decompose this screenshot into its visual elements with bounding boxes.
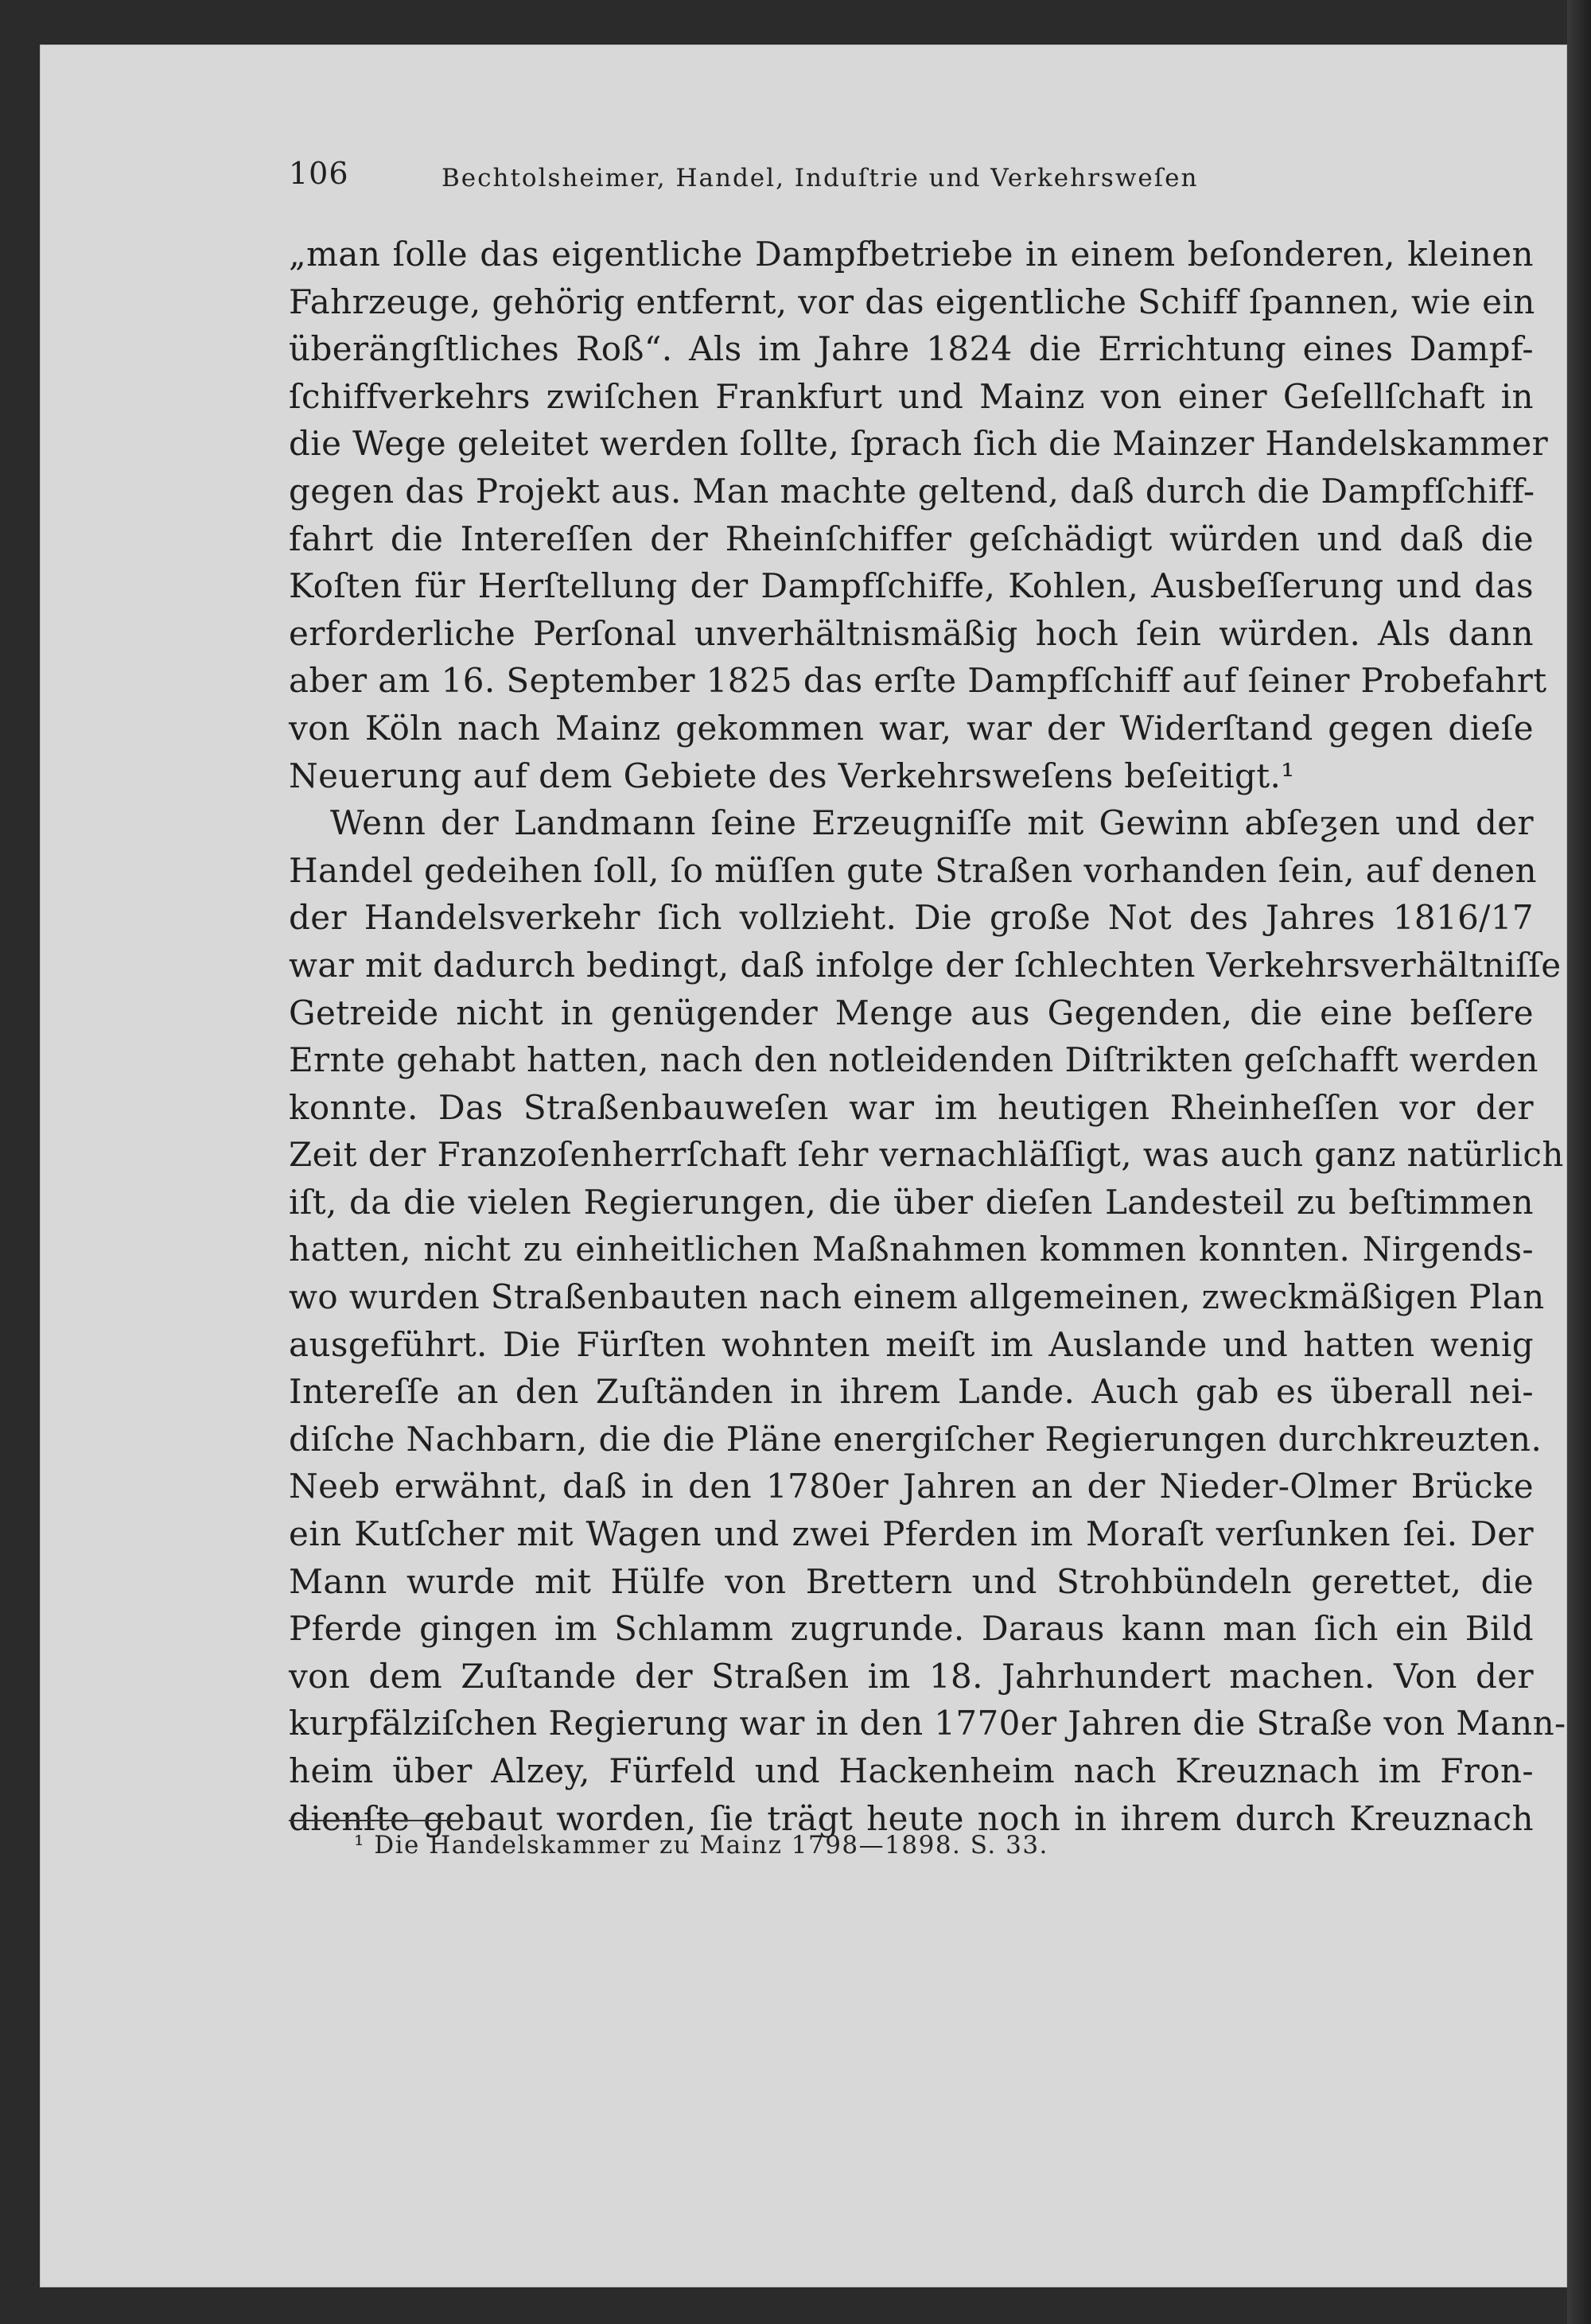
text-line: von Köln nach Mainz gekommen war, war der Widerſtand gegen dieſe [289,708,1534,748]
scan-edge [1567,0,1591,2324]
text-line: konnte. Das Straßenbauweſen war im heutigen Rheinheſſen vor der [289,1087,1534,1127]
text-line: Intereſſe an den Zuſtänden in ihrem Lande. Auch gab es überall nei- [289,1372,1534,1412]
text-line: iſt, da die vielen Regierungen, die über dieſen Landesteil zu beſtimmen [289,1182,1534,1222]
text-line: Mann wurde mit Hülfe von Brettern und Strohbündeln gerettet, die [289,1561,1534,1601]
text-line: Pferde gingen im Schlamm zugrunde. Daraus kann man ſich ein Bild [289,1609,1534,1649]
text-line: aber am 16. September 1825 das erſte Dampfſchiff auf ſeiner Probefahrt [289,661,1547,701]
text-line: dienſte gebaut worden, ſie trägt heute noch in ihrem durch Kreuznach [289,1798,1534,1838]
running-title: Bechtolsheimer, Handel, Induſtrie und Verkehrsweſen [442,164,1199,192]
text-line: Handel gedeihen ſoll, ſo müſſen gute Straßen vorhanden ſein, auf denen [289,850,1537,890]
text-line: kurpfälziſchen Regierung war in den 1770er Jahren die Straße von Mann- [289,1704,1566,1743]
body-text [289,231,1566,1842]
footnote-divider [289,1820,452,1821]
page-number: 106 [289,156,349,191]
text-line: „man ſolle das eigentliche Dampfbetriebe in einem beſonderen, kleinen [289,235,1534,274]
text-line: die Wege geleitet werden ſollte, ſprach ſich die Mainzer Handelskammer [289,424,1549,464]
text-line: gegen das Projekt aus. Man machte geltend, daß durch die Dampfſchiff- [289,471,1535,511]
text-line: Fahrzeuge, gehörig entfernt, vor das eigentliche Schiff ſpannen, wie ein [289,282,1535,321]
text-line: hatten, nicht zu einheitlichen Maßnahmen kommen konnten. Nirgends- [289,1230,1534,1269]
text-line: erforderliche Perſonal unverhältnismäßig hoch ſein würden. Als dann [289,613,1534,653]
paragraph-1 [289,231,1549,799]
text-line: der Handelsverkehr ſich vollzieht. Die große Not des Jahres 1816/17 [289,898,1534,938]
text-line: war mit dadurch bedingt, daß infolge der ſchlechten Verkehrsverhältniſſe [289,945,1562,985]
text-line: Zeit der Franzoſenherrſchaft ſehr vernachläſſigt, was auch ganz natürlich [289,1135,1564,1175]
text-line: Neuerung auf dem Gebiete des Verkehrsweſens beſeitigt.¹ [289,756,1295,795]
text-line: Wenn der Landmann ſeine Erzeugniſſe mit Gewinn abſeƺen und der [330,803,1534,843]
running-header [289,156,1530,204]
text-line: Neeb erwähnt, daß in den 1780er Jahren an der Nieder-Olmer Brücke [289,1467,1534,1506]
text-line: ausgeführt. Die Fürſten wohnten meiſt im Auslande und hatten wenig [289,1324,1534,1364]
text-line: Getreide nicht in genügender Menge aus Gegenden, die eine beſſere [289,993,1534,1032]
text-line: diſche Nachbarn, die die Pläne energiſcher Regierungen durchkreuzten. [289,1419,1542,1459]
text-line: Koſten für Herſtellung der Dampfſchiffe, Kohlen, Ausbeſſerung und das [289,566,1534,606]
text-line: ein Kutſcher mit Wagen und zwei Pferden im Moraſt verſunken ſei. Der [289,1514,1534,1554]
text-line: heim über Alzey, Fürfeld und Hackenheim nach Kreuznach im Fron- [289,1751,1534,1790]
paragraph-2 [289,799,1566,1842]
text-line: fahrt die Intereſſen der Rheinſchiffer geſchädigt würden und daß die [289,519,1534,558]
text-line: Ernte gehabt hatten, nach den notleidenden Diſtrikten geſchafft werden [289,1040,1538,1080]
text-line: ſchiffverkehrs zwiſchen Frankfurt und Mainz von einer Geſellſchaft in [289,376,1534,416]
text-line: überängſtliches Roß“. Als im Jahre 1824 die Errichtung eines Dampf- [289,329,1534,369]
footnote: ¹ Die Handelskammer zu Mainz 1798—1898. S. 33. [354,1831,1048,1860]
text-line: von dem Zuſtande der Straßen im 18. Jahrhundert machen. Von der [289,1656,1534,1696]
text-line: wo wurden Straßenbauten nach einem allgemeinen, zweckmäßigen Plan [289,1277,1545,1317]
